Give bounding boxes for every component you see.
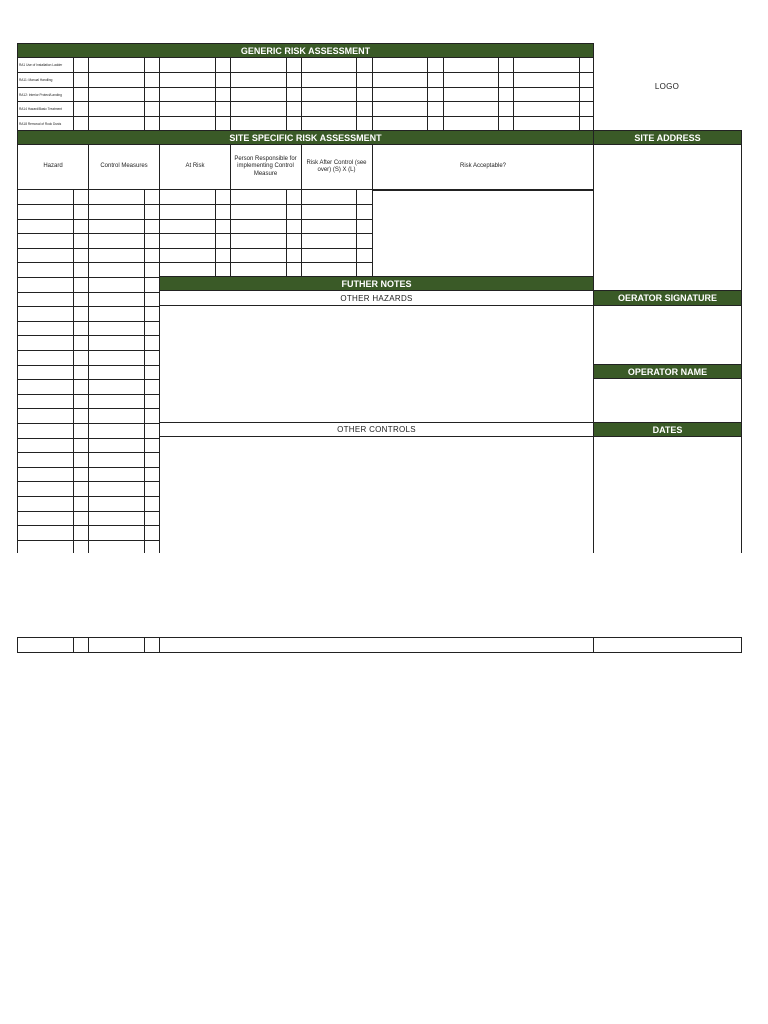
generic-col-line <box>498 57 499 131</box>
col-control-measures: Control Measures <box>100 163 148 170</box>
body-col-line <box>215 190 216 277</box>
body-col-line <box>73 190 74 553</box>
generic-risk-assessment-header: GENERIC RISK ASSESSMENT <box>17 43 594 58</box>
body-col-line <box>372 190 373 277</box>
generic-row-label-4: RA14 Hazard/Basic Treatment <box>19 106 63 111</box>
body-col-line <box>356 190 357 277</box>
body-col-line <box>593 190 594 553</box>
footer-col-line <box>144 637 145 652</box>
body-col-line <box>17 190 18 553</box>
dates-area[interactable] <box>594 437 741 552</box>
body-row-line <box>372 190 593 191</box>
footer-line <box>17 637 742 638</box>
body-row-line <box>17 219 373 220</box>
footer-col-line <box>88 637 89 652</box>
body-col-line <box>301 190 302 277</box>
body-col-line <box>159 190 160 553</box>
generic-row-line <box>17 72 594 73</box>
operator-name-header: OPERATOR NAME <box>593 364 742 379</box>
generic-row-label-1: RA1 Use of Installation Ladder <box>19 63 63 67</box>
site-specific-header: SITE SPECIFIC RISK ASSESSMENT <box>17 130 594 145</box>
generic-col-line <box>513 57 514 131</box>
generic-col-line <box>215 57 216 131</box>
site-address-header: SITE ADDRESS <box>593 130 742 145</box>
col-risk-after-control: Risk After Control (see over) (S) X (L) <box>306 159 367 173</box>
body-row-line <box>17 248 373 249</box>
other-controls-label: OTHER CONTROLS <box>159 422 594 437</box>
generic-row-line <box>17 101 594 102</box>
body-row-line <box>17 204 373 205</box>
generic-col-line <box>73 57 74 131</box>
body-col-line <box>741 190 742 553</box>
col-at-risk: At Risk <box>185 163 205 170</box>
generic-row-label-2: RA11: Manual Handling <box>19 77 53 82</box>
generic-row-label-3: RA12: Interior Protect/Landing <box>19 92 62 97</box>
body-row-line <box>17 262 373 263</box>
footer-col-line <box>741 637 742 652</box>
footer-line <box>17 652 742 653</box>
col-risk-acceptable: Risk Acceptable? <box>459 163 507 170</box>
body-col-line <box>144 190 145 553</box>
footer-col-line <box>593 637 594 652</box>
generic-row-line <box>17 87 594 88</box>
generic-col-line <box>159 57 160 131</box>
body-row-line <box>17 233 373 234</box>
body-col-line <box>286 190 287 277</box>
footer-col-line <box>73 637 74 652</box>
generic-col-line <box>356 57 357 131</box>
operator-signature-header: OERATOR SIGNATURE <box>593 290 742 306</box>
body-col-line <box>88 190 89 553</box>
other-controls-area[interactable] <box>160 437 593 552</box>
further-notes-header: FUTHER NOTES <box>159 276 594 291</box>
site-address-box[interactable] <box>593 144 742 291</box>
col-hazard: Hazard <box>43 163 63 170</box>
generic-col-line <box>144 57 145 131</box>
generic-col-line <box>88 57 89 131</box>
footer-col-line <box>17 637 18 652</box>
footer-col-line <box>159 637 160 652</box>
generic-row-label-5: RA18 Removal of Rock Dusts <box>19 121 62 126</box>
generic-col-line <box>301 57 302 131</box>
col-person-responsible: Person Responsible for implementing Control Measure <box>234 155 297 177</box>
generic-col-line <box>579 57 580 131</box>
generic-risk-grid <box>17 57 594 131</box>
generic-col-line <box>443 57 444 131</box>
generic-col-line <box>372 57 373 131</box>
generic-row-line <box>17 116 594 117</box>
operator-signature-box[interactable] <box>593 305 742 365</box>
logo: LOGO <box>654 81 680 91</box>
other-hazards-area[interactable] <box>160 306 593 422</box>
other-hazards-label: OTHER HAZARDS <box>159 290 594 306</box>
generic-col-line <box>427 57 428 131</box>
dates-header: DATES <box>593 422 742 437</box>
body-col-line <box>230 190 231 277</box>
generic-col-line <box>230 57 231 131</box>
operator-name-box[interactable] <box>593 378 742 423</box>
generic-col-line <box>286 57 287 131</box>
